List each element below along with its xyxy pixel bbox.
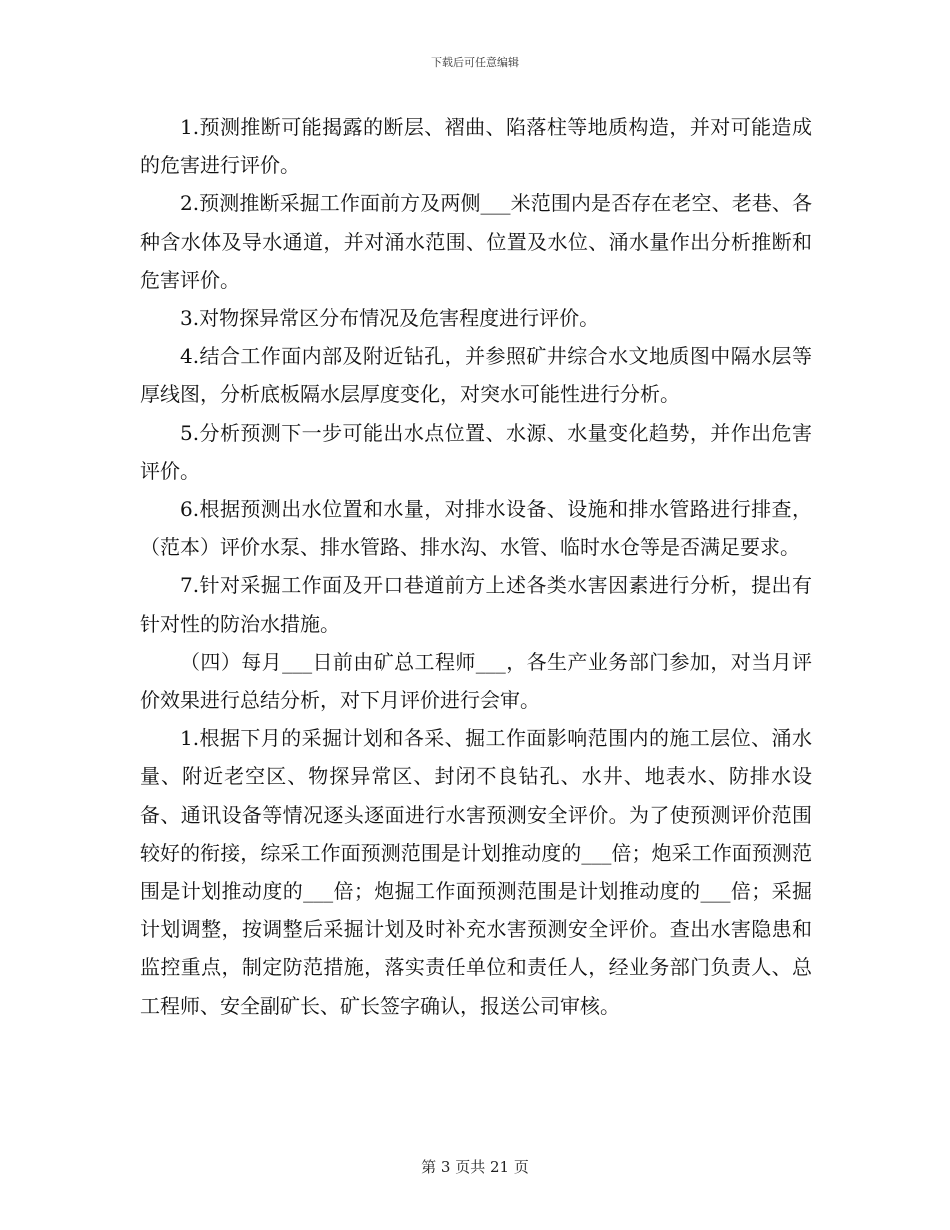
paragraph-1: 1.预测推断可能揭露的断层、褶曲、陷落柱等地质构造，并对可能造成的危害进行评价。 [140, 115, 812, 178]
paragraph-7: 7.针对采掘工作面及开口巷道前方上述各类水害因素进行分析，提出有针对性的防治水措施。 [140, 573, 812, 636]
page-number: 第 3 页共 21 页 [421, 1158, 529, 1176]
paragraph-6: 6.根据预测出水位置和水量，对排水设备、设施和排水管路进行排查，（范本）评价水泵、排水管路、排水沟、水管、临时水仓等是否满足要求。 [140, 497, 812, 560]
document-body [140, 108, 812, 1025]
paragraph-2: 2.预测推断采掘工作面前方及两侧___米范围内是否存在老空、老巷、各种含水体及导水通道，并对涌水范围、位置及水位、涌水量作出分析推断和危害评价。 [140, 191, 812, 292]
paragraph-section-4-item-1: 1.根据下月的采掘计划和各采、掘工作面影响范围内的施工层位、涌水量、附近老空区、物探异常区、封闭不良钻孔、水井、地表水、防排水设备、通讯设备等情况逐头逐面进行水害预测安全评价。为了使预测评价范围较好的衔接，综采工作面预测范围是计划推动度的___倍；炮采工作面预测范围是计划推动度的___倍；炮掘工作面预测范围是计划推动度的___倍；采掘计划调整，按调整后采掘计划及时补充水害预测安全评价。查出水害隐患和监控重点，制定防范措施，落实责任单位和责任人，经业务部门负责人、总工程师、安全副矿长、矿长签字确认，报送公司审核。 [140, 726, 812, 1018]
page-header-note: 下载后可任意编辑 [431, 56, 519, 69]
paragraph-3: 3.对物探异常区分布情况及危害程度进行评价。 [180, 306, 600, 331]
paragraph-section-4: （四）每月___日前由矿总工程师___，各生产业务部门参加，对当月评价效果进行总结分析，对下月评价进行会审。 [140, 649, 812, 713]
paragraph-5: 5.分析预测下一步可能出水点位置、水源、水量变化趋势，并作出危害评价。 [140, 420, 812, 483]
paragraph-4: 4.结合工作面内部及附近钻孔，并参照矿井综合水文地质图中隔水层等厚线图，分析底板隔水层厚度变化，对突水可能性进行分析。 [140, 344, 812, 407]
